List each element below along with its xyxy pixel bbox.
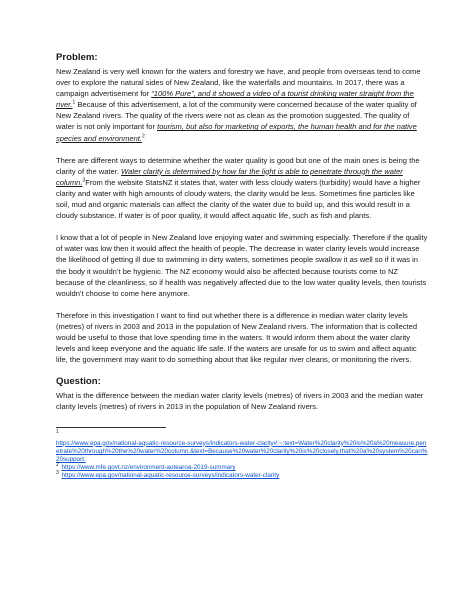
problem-paragraph-3: I know that a lot of people in New Zealand love enjoying water and swimming especially. Therefore if the quality of water was low then it would affect the health of people. The decrease in water clarity levels would increase the likelihood of getting ill due to swimming in dirty waters, sometimes people swallow it as well so if it was in the body it wouldn’t be hygienic. The NZ economy would also be affected because tourists come to NZ because of the cleanliness, so if health was negatively affected due to the low water quality levels, then tourists wouldn’t choose to come here anymore.: [56, 233, 428, 298]
p1-text-2: Because of this advertisement, a lot of the community were concerned because of the water quality of New Zealand rivers. The quality of the rivers were not as clean as the promotion suggested. The quality of water is not only important for: [56, 100, 417, 132]
p2-text-1: There are different ways to determine whether the water quality is good but one of the main ones is being the clarity of the water.: [56, 155, 420, 176]
p1-link-tourism[interactable]: tourism, but also for marketing of exports, the human health and for the native species and environment.: [56, 122, 417, 143]
footnote-3-number: 3: [56, 470, 59, 477]
p2-link-water-clarity[interactable]: Water clarity is determined by how far the light is able to penetrate through the water column.: [56, 166, 403, 187]
problem-paragraph-4: Therefore in this investigation I want to find out whether there is a difference in median water clarity levels (metres) of rivers in 2003 and 2013 in the population of New Zealand rivers. The information that is collected would be useful to those that love spending time in the waters. It would inform them about the water clarity levels and keep everyone and the aquatic life safe. If the waters are unsafe for us to swim and affect aquatic life, the government may want to do something about that like regular river cleans, or monitoring the rivers.: [56, 310, 418, 365]
footnote-ref-1[interactable]: 1: [72, 99, 76, 106]
footnote-2-number: 2: [56, 462, 59, 469]
footnote-1: [56, 431, 428, 464]
footnote-ref-3[interactable]: 3: [82, 177, 86, 184]
footnote-1-number: 1: [56, 429, 59, 436]
footnote-2-link[interactable]: https://www.mfe.govt.nz/environment-aotearoa-2019-summary: [61, 464, 236, 472]
question-text: What is the difference between the median water clarity levels (metres) of rivers in 2003 and the median water clarity levels (metres) of rivers in 2013 in the population of New Zealand rivers.: [56, 391, 424, 412]
footnote-divider: [56, 427, 166, 428]
question-heading: Question:: [56, 376, 101, 388]
document-page: [56, 52, 428, 481]
footnote-3: [56, 472, 428, 480]
p1-link-pure-campaign[interactable]: “100% Pure”, and it showed a video of a tourist drinking water straight from the river.: [56, 89, 414, 110]
footnote-ref-2[interactable]: 2: [142, 133, 145, 140]
footnote-3-link[interactable]: https://www.epa.gov/national-aquatic-resource-surveys/indicators-water-clarity: [61, 472, 280, 480]
problem-paragraph-1: [56, 66, 428, 144]
problem-paragraph-2: [56, 155, 428, 222]
footnote-1-link[interactable]: https://www.epa.gov/national-aquatic-resource-surveys/indicators-water-clarity#:~:text=Water%20clarity%20is%20a%20measure,penetrate%20through%20the%20water%20column.&text=Because%20water%20clarity%20is%20closely,that%20a%20system%20can%20support.: [56, 439, 428, 464]
p1-text-1: New Zealand is very well known for the waters and forestry we have, and people from overseas tend to come over to explore the natural sides of New Zealand, like the waterfalls and mountains. In 2017, there was a campaign advertisement for: [56, 67, 421, 99]
p2-text-2: From the website StatsNZ it states that, water with less cloudy waters (turbidity) would have a higher clarity and water with high amounts of cloudy waters, the clarity would be less. Sometimes fine particles like soil, mud and organic materials can affect the clarity of the water due to build up, and this would result in a cloudy substance. If water is of poor quality, it would affect aquatic life, such as fish and plants.: [56, 177, 421, 221]
problem-heading: Problem:: [56, 52, 98, 63]
